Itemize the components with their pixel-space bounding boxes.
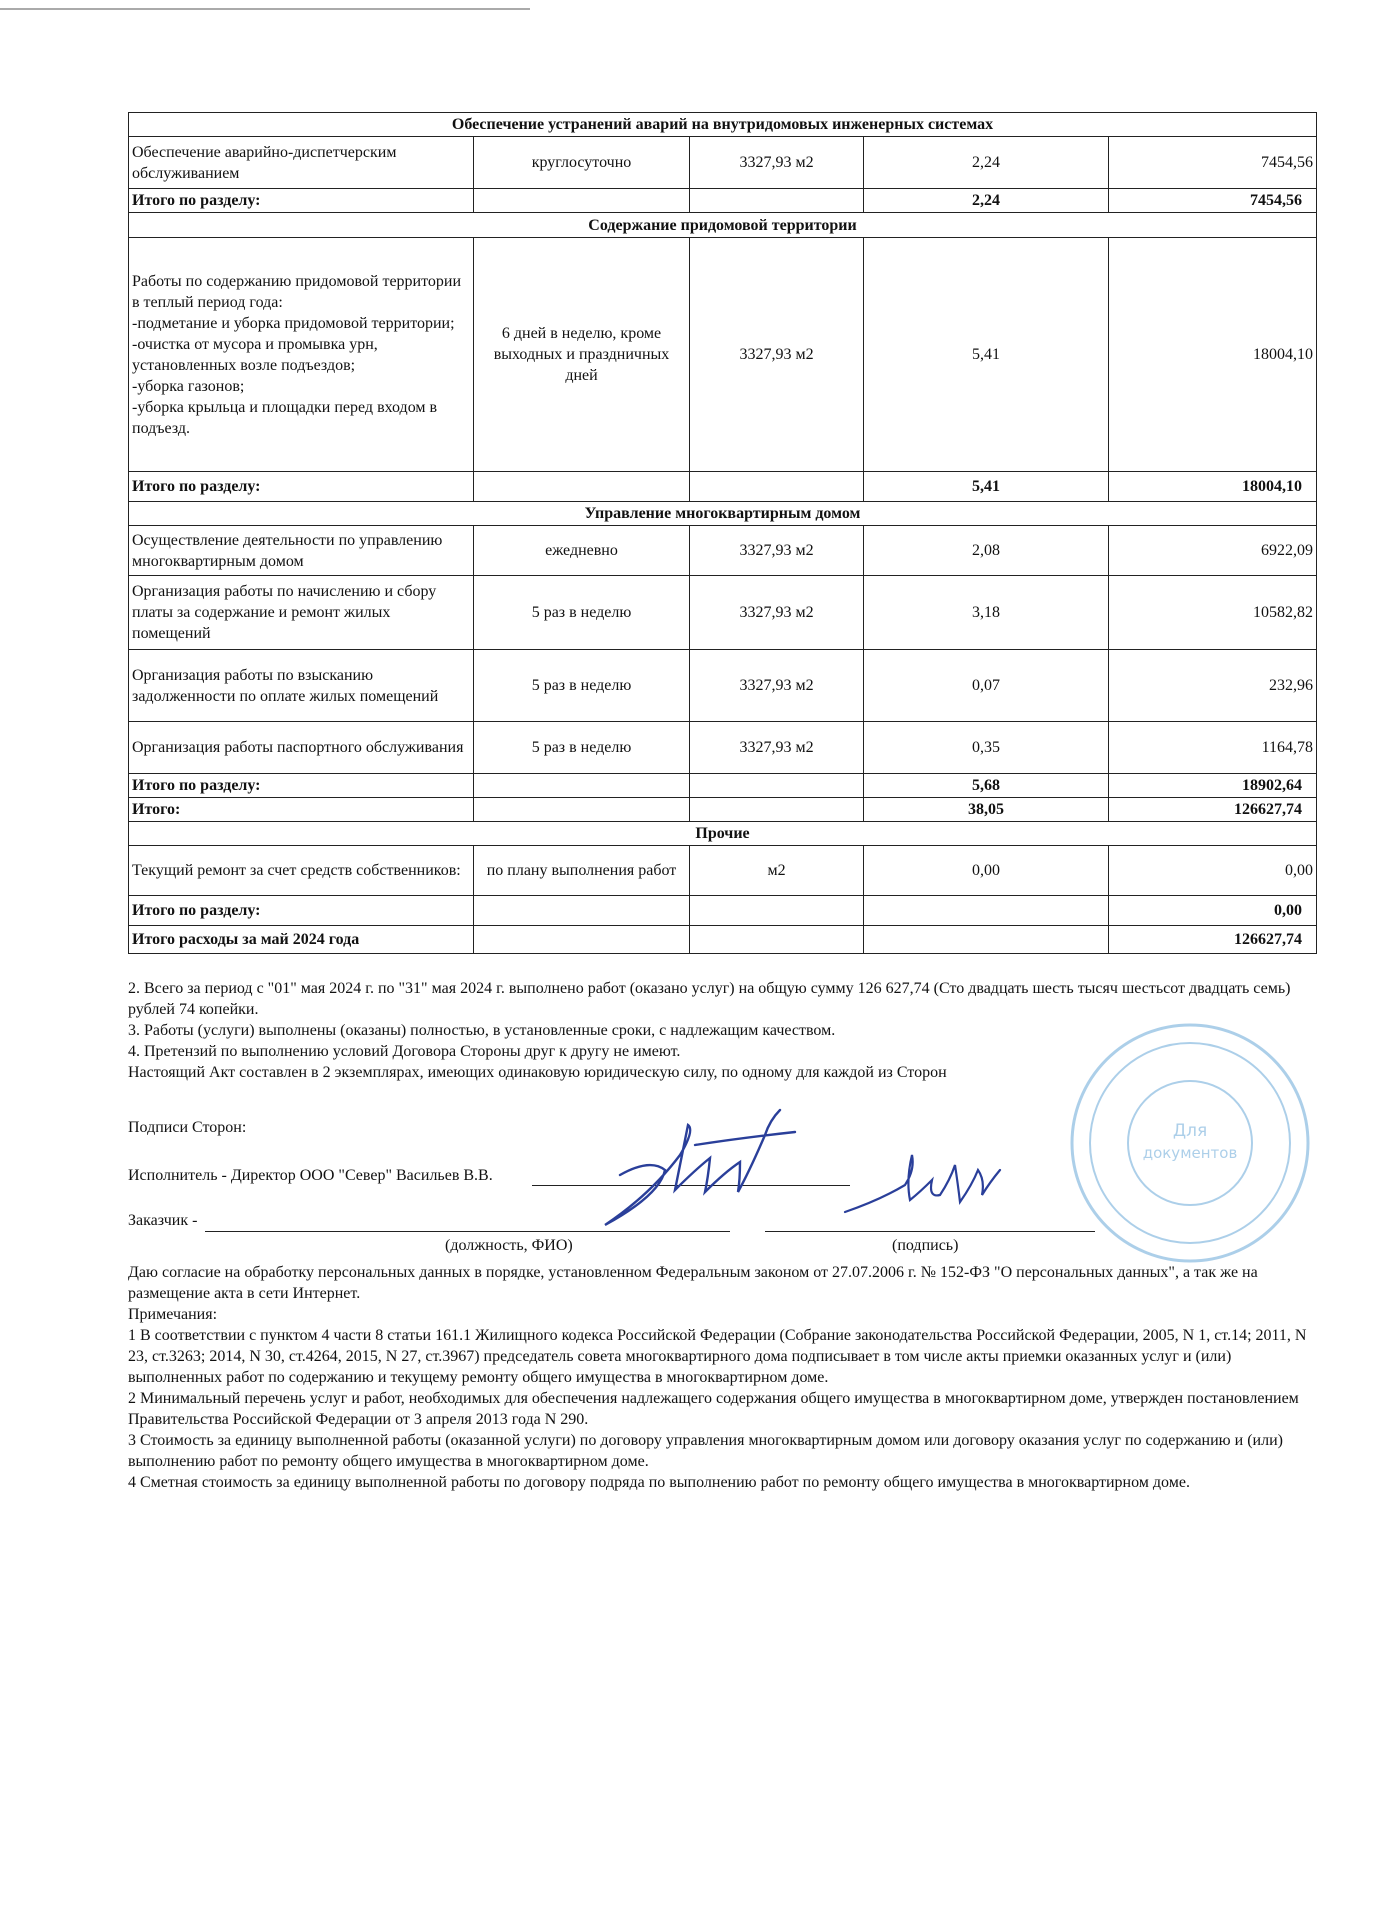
section-header-emergency	[129, 113, 1317, 137]
service-period: 5 раз в неделю	[474, 650, 690, 722]
service-sum: 0,00	[1109, 846, 1317, 896]
service-rate: 0,35	[864, 722, 1109, 774]
note-4: 4 Сметная стоимость за единицу выполненной работы по договору подряда по выполнению работ по ремонту общего имущества в многоквартирном доме.	[128, 1474, 1190, 1491]
service-period: ежедневно	[474, 526, 690, 576]
expenses-label: Итого расходы за май 2024 года	[129, 926, 474, 954]
total-rate: 5,41	[864, 472, 1109, 502]
executor-label: Исполнитель - Директор ООО "Север" Васильев В.В.	[128, 1167, 493, 1184]
services-table	[128, 112, 1317, 954]
service-rate: 5,41	[864, 238, 1109, 472]
service-name: Организация работы паспортного обслуживания	[129, 722, 474, 774]
service-name: Организация работы по начислению и сбору платы за содержание и ремонт жилых помещений	[129, 576, 474, 650]
service-period: 5 раз в неделю	[474, 722, 690, 774]
service-name: Обеспечение аварийно-диспетчерским обслуживанием	[129, 137, 474, 189]
service-name: Организация работы по взысканию задолженности по оплате жилых помещений	[129, 650, 474, 722]
company-stamp-image	[1060, 1018, 1320, 1268]
section-title: Обеспечение устранений аварий на внутридомовых инженерных системах	[129, 113, 1317, 137]
table-row	[129, 650, 1317, 722]
section-total-row	[129, 472, 1317, 502]
service-sum: 18004,10	[1109, 238, 1317, 472]
customer-signature-image	[840, 1140, 1030, 1220]
total-sum: 18902,64	[1109, 774, 1317, 798]
customer-label: Заказчик -	[128, 1212, 198, 1229]
table-row	[129, 526, 1317, 576]
section-title: Управление многоквартирным домом	[129, 502, 1317, 526]
service-period: 5 раз в неделю	[474, 576, 690, 650]
table-row	[129, 137, 1317, 189]
scan-edge-line	[0, 8, 530, 10]
grand-total-label: Итого:	[129, 798, 474, 822]
table-row	[129, 238, 1317, 472]
service-name: Работы по содержанию придомовой территории в теплый период года: -подметание и уборка придомовой территории; -очистка от мусора и промывка урн, установленных возле подъездов; -уборка газонов; -уборка крыльца и площадки перед входом в подъезд.	[129, 238, 474, 472]
section-header-management	[129, 502, 1317, 526]
paragraph-claims: 4. Претензий по выполнению условий Договора Стороны друг к другу не имеют.	[128, 1043, 681, 1060]
section-total-row	[129, 189, 1317, 213]
service-sum: 1164,78	[1109, 722, 1317, 774]
service-area: м2	[690, 846, 864, 896]
total-label: Итого по разделу:	[129, 774, 474, 798]
total-label: Итого по разделу:	[129, 189, 474, 213]
stamp-text-1: Для	[1172, 1121, 1208, 1141]
section-title: Прочие	[129, 822, 1317, 846]
total-sum: 18004,10	[1109, 472, 1317, 502]
service-period: круглосуточно	[474, 137, 690, 189]
director-signature-image	[590, 1100, 810, 1230]
table-row	[129, 576, 1317, 650]
paragraph-copies: Настоящий Акт составлен в 2 экземплярах, имеющих одинаковую юридическую силу, по одному для каждой из Сторон	[128, 1064, 947, 1081]
stamp-text-2: документов	[1142, 1144, 1238, 1162]
grand-total-sum: 126627,74	[1109, 798, 1317, 822]
grand-total-row	[129, 798, 1317, 822]
service-rate: 0,07	[864, 650, 1109, 722]
section-total-row	[129, 774, 1317, 798]
service-area: 3327,93 м2	[690, 137, 864, 189]
table-row	[129, 846, 1317, 896]
service-area: 3327,93 м2	[690, 650, 864, 722]
expenses-sum: 126627,74	[1109, 926, 1317, 954]
note-2: 2 Минимальный перечень услуг и работ, необходимых для обеспечения надлежащего содержания общего имущества в многоквартирном доме, утвержден постановлением Правительства Российской Федерации от 3 апреля 2013 года N 290.	[128, 1390, 1299, 1428]
notes-heading: Примечания:	[128, 1306, 218, 1323]
total-rate: 5,68	[864, 774, 1109, 798]
note-3: 3 Стоимость за единицу выполненной работы (оказанной услуги) по договору управления многоквартирным домом или договору оказания услуг по содержанию и (или) выполнению работ по ремонту общего имущества в многоквартирном доме.	[128, 1432, 1283, 1470]
total-label: Итого по разделу:	[129, 472, 474, 502]
customer-signature-line	[765, 1231, 1095, 1232]
expenses-total-row	[129, 926, 1317, 954]
section-header-territory	[129, 213, 1317, 238]
total-label: Итого по разделу:	[129, 896, 474, 926]
service-area: 3327,93 м2	[690, 526, 864, 576]
signatures-heading: Подписи Сторон:	[128, 1119, 247, 1136]
caption-position: (должность, ФИО)	[445, 1237, 573, 1254]
service-area: 3327,93 м2	[690, 238, 864, 472]
section-total-row	[129, 896, 1317, 926]
service-name: Текущий ремонт за счет средств собственников:	[129, 846, 474, 896]
service-rate: 2,08	[864, 526, 1109, 576]
service-rate: 0,00	[864, 846, 1109, 896]
total-sum: 0,00	[1109, 896, 1317, 926]
service-name: Осуществление деятельности по управлению многоквартирным домом	[129, 526, 474, 576]
total-rate: 2,24	[864, 189, 1109, 213]
section-title: Содержание придомовой территории	[129, 213, 1317, 238]
note-1: 1 В соответствии с пунктом 4 части 8 статьи 161.1 Жилищного кодекса Российской Федерации (Собрание законодательства Российской Федерации, 2005, N 1, ст.14; 2011, N 23, ст.3263; 2014, N 30, ст.4264, 2015, N 27, ст.3967) председатель совета многоквартирного дома подписывает в том числе акты приемки оказанных услуг и (или) выполненных работ по содержанию и текущему ремонту общего имущества в многоквартирном доме.	[128, 1327, 1307, 1386]
section-header-other	[129, 822, 1317, 846]
service-rate: 2,24	[864, 137, 1109, 189]
service-sum: 7454,56	[1109, 137, 1317, 189]
service-sum: 6922,09	[1109, 526, 1317, 576]
service-period: 6 дней в неделю, кроме выходных и праздничных дней	[474, 238, 690, 472]
service-sum: 232,96	[1109, 650, 1317, 722]
consent-paragraph: Даю согласие на обработку персональных данных в порядке, установленном Федеральным законом от 27.07.2006 г. № 152-ФЗ "О персональных данных", а так же на размещение акта в сети Интернет.	[128, 1264, 1258, 1302]
customer-position-line	[205, 1231, 730, 1232]
caption-signature: (подпись)	[892, 1237, 959, 1254]
total-sum: 7454,56	[1109, 189, 1317, 213]
service-area: 3327,93 м2	[690, 722, 864, 774]
paragraph-total-amount: 2. Всего за период с "01" мая 2024 г. по "31" мая 2024 г. выполнено работ (оказано услуг) на общую сумму 126 627,74 (Сто двадцать шесть тысяч шестьсот двадцать семь) рублей 74 копейки.	[128, 980, 1291, 1018]
service-area: 3327,93 м2	[690, 576, 864, 650]
footer-notes	[128, 1262, 1318, 1493]
grand-total-rate: 38,05	[864, 798, 1109, 822]
paragraph-quality: 3. Работы (услуги) выполнены (оказаны) полностью, в установленные сроки, с надлежащим качеством.	[128, 1022, 836, 1039]
service-sum: 10582,82	[1109, 576, 1317, 650]
table-row	[129, 722, 1317, 774]
service-period: по плану выполнения работ	[474, 846, 690, 896]
service-rate: 3,18	[864, 576, 1109, 650]
